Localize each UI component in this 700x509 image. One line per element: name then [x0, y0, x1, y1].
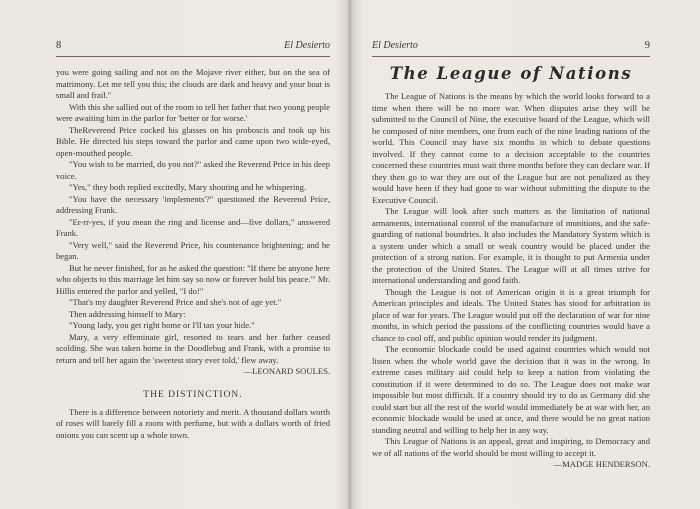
page-gutter — [347, 0, 353, 509]
paragraph: "That's my daughter Reverend Price and she's not of age yet." — [69, 297, 282, 307]
article-body — [372, 91, 650, 459]
paragraph: Then addressing himself to Mary: — [69, 308, 186, 319]
paragraph: "You wish to be married, do you not?" asked the Reverend Price in his deep voice. — [56, 159, 330, 181]
story-body — [56, 67, 330, 366]
page-number: 9 — [644, 40, 650, 51]
distinction-paragraph: There is a difference between notoriety and merit. A thousand dollars worth of roses will barely fill a room with perfume, but with a dollars worth of fried onions you can scent up a whole town. — [56, 406, 330, 440]
right-page-header — [372, 40, 650, 54]
running-head: El Desierto — [372, 40, 418, 51]
paragraph: "Yes," they both replied excitedly, Mary shouting and he whispering. — [69, 182, 307, 192]
paragraph: The economic blockade could be used against countries which would not listen when the whole world gave the decision that it was in the wrong. In extreme cases military aid could help to keep a nation from violating the constitution if it were determined to do so. The League does not make war impossible but most difficult. If a country should try to do as Germany did she could start but all the rest of the world would immediately be at war with her, an economic blockade would be used at once, and there would be no great nation standing neutral and willing to help her in any way. — [372, 344, 650, 435]
paragraph: "Er-rr-yes, if you mean the ring and license and—five dollars," answered Frank. — [56, 216, 330, 238]
distinction-heading: THE DISTINCTION. — [143, 389, 243, 400]
article-title: The League of Nations — [389, 64, 633, 83]
left-page — [0, 0, 348, 509]
paragraph: you were going sailing and not on the Mojave river either, but on the sea of matrimony. Let me tell you this; the clouds are dark and heavy and your boat is small and frail." — [56, 67, 330, 100]
paragraph: Mary, a very effeminate girl, resorted to tears and her father ceased scolding. She was taken home in the Doodlebug and Frank, with a promise to return and tell her again the 'sweetest story ever told,' flew away. — [56, 331, 330, 365]
right-page — [352, 0, 700, 509]
paragraph: "Very well," said the Reverend Price, his countenance brightening; and he began. — [56, 239, 330, 261]
paragraph: TheReverend Price cocked his glasses on his proboscis and took up his Bible. He directed his steps toward the parlor and came upon two wide-eyed, open-mouthed people. — [56, 124, 330, 158]
paragraph: Though the League is not of American origin it is a great triumph for American principles and ideals. The United States has stood for arbitration in place of war for years. The League would put off the declaration of war for nine months, in which period the passions of the conflicting countries would have a chance to cool off, and public opinion would render its judgment. — [372, 286, 650, 343]
paragraph: With this she sallied out of the room to tell her father that two young people were awaiting him in the parlor for 'better or for worse.' — [56, 101, 330, 123]
story-signature: —LEONARD SOULES. — [243, 366, 330, 376]
running-head: El Desierto — [284, 40, 330, 51]
left-page-header — [56, 40, 330, 54]
paragraph: The League will look after such matters as the limitation of national armaments, international control of the manufacture of munitions, and the safe-guarding of national boundries. It also includes the Mandatory System which is a system under which a small or weak country would be placed under the protection of a strong nation. For example, it is thought to put Armenia under the protection of the United States. The League will at all times strive for international understanding and good faith. — [372, 206, 650, 285]
paragraph: The League of Nations is the means by which the world looks forward to a time when there will be no more war. When disputes arise they will be submitted to the Council of Nine, the executive board of the League, which will be composed of nine members, one from each of the nine leading nations of the world. This Council may have six months in which to debate questions involved. If they cannot come to a decision acceptable to the countries concerned these countries must wait three months before they can declare war. If they then go to war they are out of the League but are not penalized as they would have been if they had gone to war without submitting the dispute to the Executive Council. — [372, 91, 650, 205]
article-signature: —MADGE HENDERSON. — [553, 459, 650, 469]
paragraph: But he never finished, for as he asked the question: "If there be anyone here who objects to this marriage let him say so now or forever hold his peace.'" Mr. Hillis entered the parlor and yelled, "I do!" — [56, 262, 330, 296]
page-number: 8 — [56, 40, 62, 51]
header-rule — [372, 56, 650, 57]
paragraph: "You have the necessary 'implements'?" questioned the Reverend Price, addressing Frank. — [56, 193, 330, 215]
paragraph: This League of Nations is an appeal, great and inspiring, to Democracy and we of all nations of the world should be most willing to accept it. — [372, 436, 650, 458]
header-rule — [56, 56, 330, 57]
paragraph: "Young lady, you get right home or I'll tan your hide." — [69, 320, 255, 330]
